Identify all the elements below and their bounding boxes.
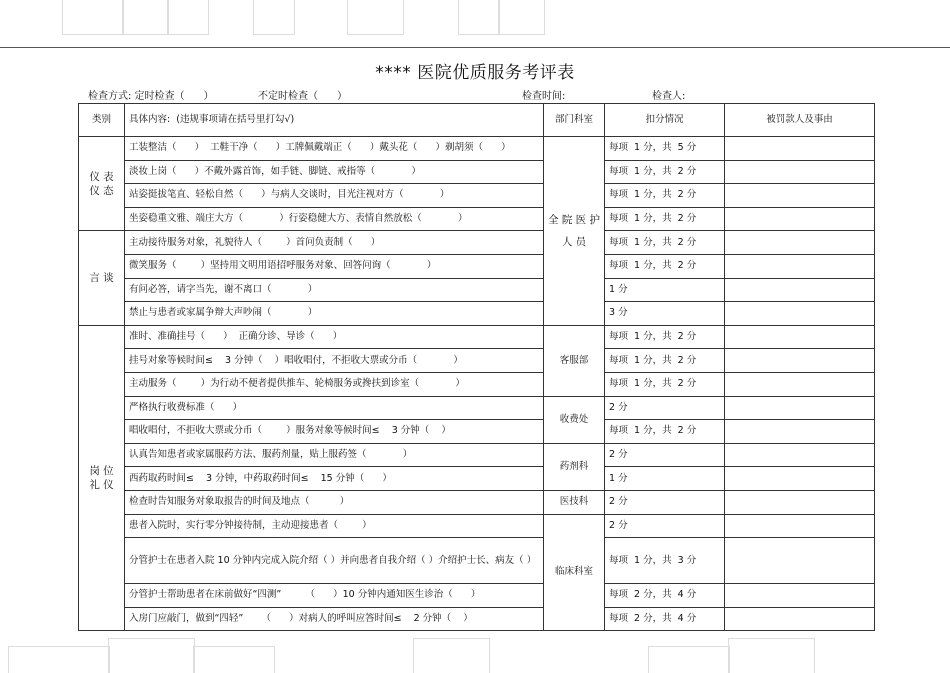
row-penalized[interactable] xyxy=(725,184,875,208)
header-content: 具体内容: (违规事项请在括号里打勾√) xyxy=(125,104,544,137)
row-penalized[interactable] xyxy=(725,231,875,255)
row-deduction: 每项 1 分，共 2 分 xyxy=(605,254,725,278)
row-deduction: 2 分 xyxy=(605,490,725,514)
row-content: 淡妆上岗（ ）不戴外露首饰，如手链、脚链、戒指等（ ） xyxy=(125,160,544,184)
table-row xyxy=(79,490,875,514)
row-penalized[interactable] xyxy=(725,254,875,278)
row-penalized[interactable] xyxy=(725,302,875,326)
row-content: 唱收唱付，不拒收大票或分币（ ）服务对象等候时间≤ 3 分钟（ ） xyxy=(125,420,544,444)
row-deduction: 每项 1 分，共 2 分 xyxy=(605,184,725,208)
row-content: 有问必答，请字当先，谢不离口（ ） xyxy=(125,278,544,302)
header-dept: 部门科室 xyxy=(544,104,605,137)
table-row xyxy=(79,254,875,278)
unscheduled-inspection: 不定时检查（ ） xyxy=(258,91,348,102)
row-penalized[interactable] xyxy=(725,420,875,444)
row-content: 微笑服务（ ）坚持用文明用语招呼服务对象、回答问询（ ） xyxy=(125,254,544,278)
decorative-box xyxy=(728,638,815,673)
row-deduction: 1 分 xyxy=(605,278,725,302)
table-row xyxy=(79,396,875,420)
row-content: 工装整洁（ ） 工鞋干净（ ）工牌佩戴端正（ ）戴头花（ ）剃胡须（ ） xyxy=(125,137,544,161)
decorative-box xyxy=(347,0,404,35)
decorative-box xyxy=(8,646,110,673)
category-post: 岗 位 礼 仪 xyxy=(79,325,125,631)
row-content: 主动接待服务对象，礼貌待人（ ）首问负责制（ ） xyxy=(125,231,544,255)
table-row xyxy=(79,467,875,491)
decorative-box xyxy=(167,0,209,35)
decorative-box xyxy=(498,0,545,35)
decorative-box xyxy=(108,638,195,673)
row-content: 坐姿稳重文雅、端庄大方（ ）行姿稳健大方、表情自然放松（ ） xyxy=(125,207,544,231)
row-content: 认真告知患者或家属服药方法、服药剂量，贴上服药签（ ） xyxy=(125,443,544,467)
decorative-box xyxy=(458,0,500,35)
row-penalized[interactable] xyxy=(725,278,875,302)
row-content: 分管护士在患者入院 10 分钟内完成入院介绍（ ）并向患者自我介绍（ ）介绍护士长、病友（ ） xyxy=(125,538,544,584)
table-row xyxy=(79,231,875,255)
decorative-box xyxy=(648,646,730,673)
row-deduction: 每项 1 分，共 2 分 xyxy=(605,207,725,231)
dept-cashier: 收费处 xyxy=(544,396,605,443)
dept-customer-service: 客服部 xyxy=(544,325,605,396)
row-content: 禁止与患者或家属争辩大声吵闹（ ） xyxy=(125,302,544,326)
row-deduction: 每项 1 分，共 2 分 xyxy=(605,231,725,255)
row-content: 准时、准确挂号（ ） 正确分诊、导诊（ ） xyxy=(125,325,544,349)
row-deduction: 每项 1 分，共 2 分 xyxy=(605,325,725,349)
inspection-time-label: 检查时间: xyxy=(522,91,566,102)
dept-clinical: 临床科室 xyxy=(544,514,605,631)
row-penalized[interactable] xyxy=(725,349,875,373)
table-row xyxy=(79,514,875,538)
row-content: 挂号对象等候时间≤ 3 分钟（ ）唱收唱付，不拒收大票或分币（ ） xyxy=(125,349,544,373)
category-speech: 言 谈 xyxy=(79,231,125,325)
row-deduction: 每项 1 分，共 2 分 xyxy=(605,349,725,373)
row-deduction: 2 分 xyxy=(605,514,725,538)
table-row xyxy=(79,137,875,161)
dept-pharmacy: 药剂科 xyxy=(544,443,605,490)
row-content: 主动服务（ ）为行动不便者提供推车、轮椅服务或搀扶到诊室（ ） xyxy=(125,372,544,396)
header-rule xyxy=(0,47,950,48)
table-row xyxy=(79,584,875,608)
decorative-box xyxy=(122,0,169,35)
dept-medtech: 医技科 xyxy=(544,490,605,514)
category-etiquette: 仪 表 仪 态 xyxy=(79,137,125,231)
header-deduction: 扣分情况 xyxy=(605,104,725,137)
row-penalized[interactable] xyxy=(725,325,875,349)
page-title: **** 医院优质服务考评表 xyxy=(375,63,575,83)
row-penalized[interactable] xyxy=(725,490,875,514)
row-content: 分管护士帮助患者在床前做好“四测” （ ）10 分钟内通知医生诊治（ ） xyxy=(125,584,544,608)
decorative-box xyxy=(253,0,295,35)
header-penalized: 被罚款人及事由 xyxy=(725,104,875,137)
row-penalized[interactable] xyxy=(725,396,875,420)
row-penalized[interactable] xyxy=(725,137,875,161)
row-content: 检查时告知服务对象取报告的时间及地点（ ） xyxy=(125,490,544,514)
row-penalized[interactable] xyxy=(725,443,875,467)
evaluation-table xyxy=(78,103,875,631)
inspection-method: 检查方式: 定时检查（ ） xyxy=(88,91,214,102)
table-row xyxy=(79,302,875,326)
table-row xyxy=(79,278,875,302)
table-row xyxy=(79,325,875,349)
row-deduction: 每项 2 分，共 4 分 xyxy=(605,607,725,631)
decorative-box xyxy=(62,0,124,35)
row-content: 入房门应敲门，做到“四轻” （ ）对病人的呼叫应答时间≤ 2 分钟（ ） xyxy=(125,607,544,631)
row-penalized[interactable] xyxy=(725,538,875,584)
row-deduction: 1 分 xyxy=(605,467,725,491)
row-deduction: 每项 1 分，共 5 分 xyxy=(605,137,725,161)
row-content: 患者入院时，实行零分钟接待制，主动迎接患者（ ） xyxy=(125,514,544,538)
header-category: 类别 xyxy=(79,104,125,137)
dept-all-staff: 全 院 医 护 人 员 xyxy=(544,137,605,326)
row-penalized[interactable] xyxy=(725,467,875,491)
row-deduction: 每项 1 分，共 2 分 xyxy=(605,372,725,396)
table-header-row xyxy=(79,104,875,137)
row-penalized[interactable] xyxy=(725,372,875,396)
row-content: 严格执行收费标准（ ） xyxy=(125,396,544,420)
row-deduction: 2 分 xyxy=(605,396,725,420)
table-row xyxy=(79,184,875,208)
table-row xyxy=(79,349,875,373)
row-content: 西药取药时间≤ 3 分钟，中药取药时间≤ 15 分钟（ ） xyxy=(125,467,544,491)
table-row xyxy=(79,538,875,584)
row-content: 站姿挺拔笔直、轻松自然（ ）与病人交谈时，目光注视对方（ ） xyxy=(125,184,544,208)
row-deduction: 3 分 xyxy=(605,302,725,326)
row-penalized[interactable] xyxy=(725,514,875,538)
row-deduction: 每项 1 分，共 2 分 xyxy=(605,420,725,444)
row-deduction: 每项 1 分，共 3 分 xyxy=(605,538,725,584)
table-row xyxy=(79,372,875,396)
table-row xyxy=(79,607,875,631)
row-penalized[interactable] xyxy=(725,207,875,231)
row-penalized[interactable] xyxy=(725,607,875,631)
row-deduction: 每项 1 分，共 2 分 xyxy=(605,160,725,184)
decorative-box xyxy=(193,646,275,673)
decorative-box xyxy=(413,638,490,673)
row-deduction: 每项 2 分，共 4 分 xyxy=(605,584,725,608)
row-penalized[interactable] xyxy=(725,160,875,184)
row-deduction: 2 分 xyxy=(605,443,725,467)
table-row xyxy=(79,420,875,444)
table-row xyxy=(79,443,875,467)
table-row xyxy=(79,207,875,231)
table-row xyxy=(79,160,875,184)
row-penalized[interactable] xyxy=(725,584,875,608)
inspector-label: 检查人: xyxy=(652,91,686,102)
